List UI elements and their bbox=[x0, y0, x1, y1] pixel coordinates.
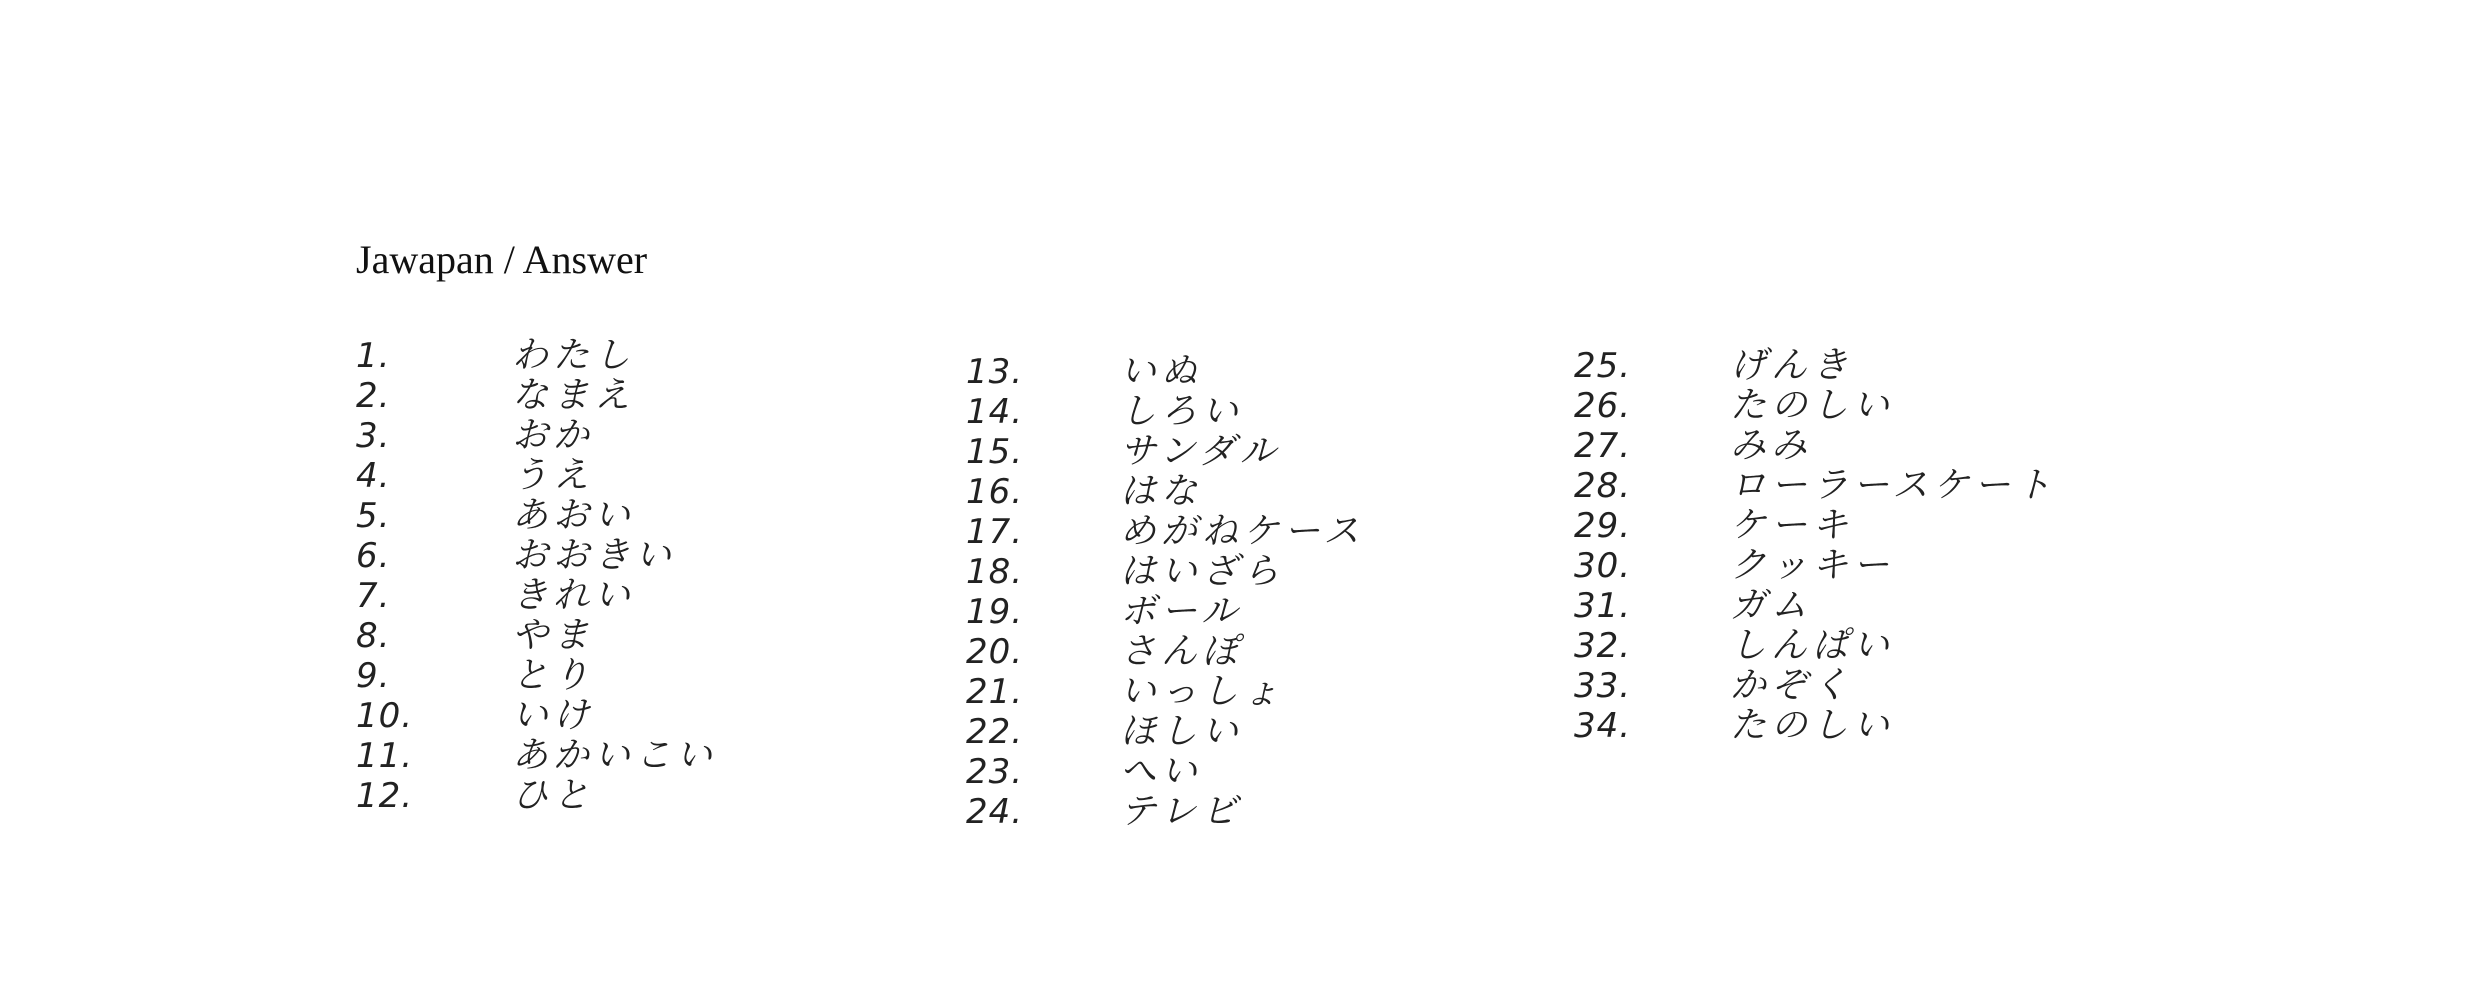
answer-text: めがねケース bbox=[1120, 511, 1365, 552]
answer-text: クッキー bbox=[1730, 545, 1895, 586]
answer-number: 21. bbox=[966, 672, 1024, 712]
answer-text: さんぽ bbox=[1120, 631, 1244, 672]
answer-text: たのしい bbox=[1730, 385, 1895, 426]
answer-text: あおい bbox=[512, 495, 636, 536]
answer-number: 4. bbox=[356, 456, 391, 496]
answer-text: ひと bbox=[512, 775, 595, 816]
answer-text: きれい bbox=[512, 575, 636, 616]
answer-number: 23. bbox=[966, 752, 1024, 792]
answer-text: テレビ bbox=[1120, 791, 1243, 832]
answer-number: 33. bbox=[1574, 666, 1632, 706]
answer-number: 9. bbox=[356, 656, 391, 696]
answer-number: 12. bbox=[356, 776, 414, 816]
answer-number: 13. bbox=[966, 352, 1024, 392]
answer-number: 26. bbox=[1574, 386, 1632, 426]
answer-text: ボール bbox=[1120, 591, 1243, 632]
answer-number: 5. bbox=[356, 496, 391, 536]
answer-text: げんき bbox=[1730, 345, 1854, 386]
answer-number: 3. bbox=[356, 416, 391, 456]
answer-text: かぞく bbox=[1730, 665, 1854, 706]
answer-text: いけ bbox=[512, 695, 595, 736]
answer-number: 22. bbox=[966, 712, 1024, 752]
answer-number: 16. bbox=[966, 472, 1024, 512]
answer-text: おか bbox=[512, 415, 595, 456]
answer-number: 20. bbox=[966, 632, 1024, 672]
answer-number: 11. bbox=[356, 736, 414, 776]
answer-text: しろい bbox=[1120, 391, 1244, 432]
answer-text: いぬ bbox=[1120, 351, 1203, 392]
answer-text: やま bbox=[512, 615, 595, 656]
answer-number: 18. bbox=[966, 552, 1024, 592]
answer-text: サンダル bbox=[1120, 431, 1281, 472]
answer-text: しんぱい bbox=[1730, 625, 1895, 666]
answer-number: 30. bbox=[1574, 546, 1632, 586]
answer-text: ケーキ bbox=[1730, 505, 1854, 546]
answer-text: うえ bbox=[512, 455, 595, 496]
answer-text: おおきい bbox=[512, 535, 677, 576]
answer-number: 7. bbox=[356, 576, 391, 616]
answer-number: 32. bbox=[1574, 626, 1632, 666]
answer-text: みみ bbox=[1730, 425, 1813, 466]
answer-number: 8. bbox=[356, 616, 391, 656]
answer-number: 34. bbox=[1574, 706, 1632, 746]
answer-text: とり bbox=[512, 655, 595, 696]
answer-number: 28. bbox=[1574, 466, 1632, 506]
answer-text: ローラースケート bbox=[1730, 465, 2057, 506]
answer-text: いっしょ bbox=[1120, 671, 1285, 712]
answer-text: あかいこい bbox=[512, 735, 718, 776]
answer-number: 19. bbox=[966, 592, 1024, 632]
answer-text: ガム bbox=[1730, 585, 1813, 626]
answer-number: 2. bbox=[356, 376, 391, 416]
answer-number: 15. bbox=[966, 432, 1024, 472]
answer-number: 10. bbox=[356, 696, 414, 736]
answer-number: 24. bbox=[966, 792, 1024, 832]
answer-text: なまえ bbox=[512, 375, 636, 416]
answer-number: 25. bbox=[1574, 346, 1632, 386]
answer-number: 27. bbox=[1574, 426, 1632, 466]
answer-text: ほしい bbox=[1120, 711, 1244, 752]
page-title: Jawapan / Answer bbox=[356, 237, 648, 282]
answer-text: わたし bbox=[512, 335, 636, 376]
answer-text: へい bbox=[1120, 751, 1203, 792]
answer-number: 1. bbox=[356, 336, 391, 376]
answer-text: たのしい bbox=[1730, 705, 1895, 746]
answer-number: 17. bbox=[966, 512, 1024, 552]
answer-number: 31. bbox=[1574, 586, 1632, 626]
answer-number: 6. bbox=[356, 536, 391, 576]
answer-number: 14. bbox=[966, 392, 1024, 432]
answer-text: はな bbox=[1120, 471, 1203, 512]
answer-text: はいざら bbox=[1120, 551, 1285, 592]
answer-number: 29. bbox=[1574, 506, 1632, 546]
